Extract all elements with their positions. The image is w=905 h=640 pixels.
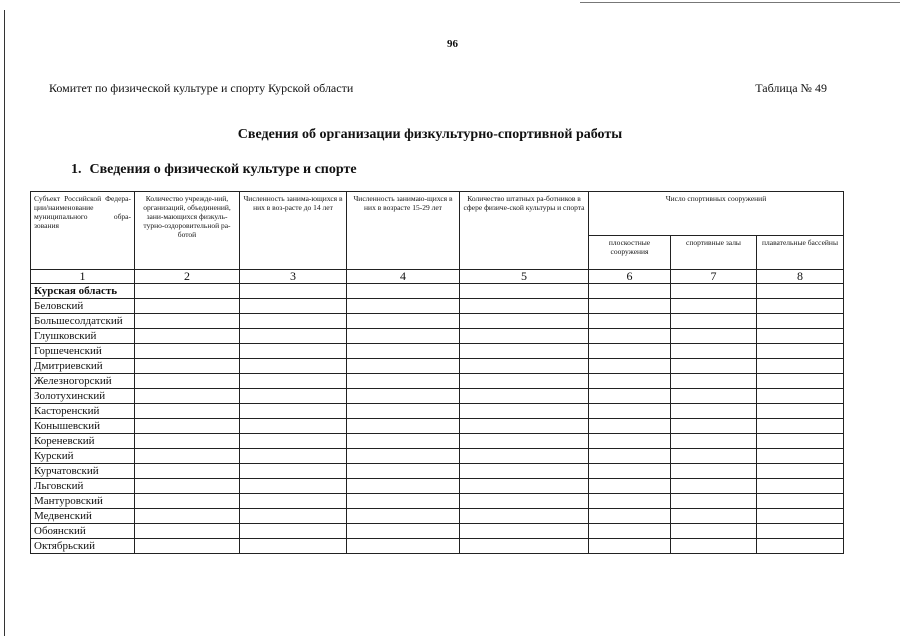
table-cell <box>347 359 460 374</box>
municipality-name: Дмитриевский <box>31 359 135 374</box>
table-row <box>31 314 844 329</box>
table-cell <box>347 374 460 389</box>
table-cell <box>135 329 240 344</box>
table-row <box>31 404 844 419</box>
table-cell <box>589 539 671 554</box>
table-cell <box>135 359 240 374</box>
document-title: Сведения об организации физкультурно-спортивной работы <box>237 127 623 142</box>
table-cell <box>135 344 240 359</box>
table-cell <box>240 464 347 479</box>
table-cell <box>240 359 347 374</box>
table-cell <box>347 449 460 464</box>
table-cell <box>460 284 589 299</box>
table-cell <box>240 449 347 464</box>
table-row <box>31 464 844 479</box>
municipality-name: Золотухинский <box>31 389 135 404</box>
column-number: 8 <box>757 270 844 284</box>
table-cell <box>347 314 460 329</box>
header-staff-count: Количество штатных ра-ботников в сфере физиче-ской культуры и спорта <box>460 192 589 270</box>
table-cell <box>460 434 589 449</box>
table-cell <box>589 344 671 359</box>
table-cell <box>671 359 757 374</box>
municipality-name: Октябрьский <box>31 539 135 554</box>
header-swimming-pools: плавательные бассейны <box>757 236 844 270</box>
table-cell <box>757 389 844 404</box>
municipality-name: Железногорский <box>31 374 135 389</box>
table-row <box>31 299 844 314</box>
municipality-name: Курский <box>31 449 135 464</box>
header-participants-under-14: Численность занима-ющихся в них в воз-расте до 14 лет <box>240 192 347 270</box>
column-number: 6 <box>589 270 671 284</box>
table-cell <box>460 404 589 419</box>
table-cell <box>460 494 589 509</box>
table-cell <box>135 374 240 389</box>
column-number: 4 <box>347 270 460 284</box>
table-cell <box>671 374 757 389</box>
table-cell <box>757 359 844 374</box>
table-cell <box>347 509 460 524</box>
column-number: 7 <box>671 270 757 284</box>
table-cell <box>671 494 757 509</box>
table-cell <box>757 464 844 479</box>
table-cell <box>240 329 347 344</box>
table-cell <box>757 284 844 299</box>
table-cell <box>671 434 757 449</box>
table-number: Таблица № 49 <box>755 81 827 95</box>
table-cell <box>671 419 757 434</box>
table-cell <box>671 284 757 299</box>
table-cell <box>757 524 844 539</box>
table-cell <box>460 344 589 359</box>
table-row <box>31 434 844 449</box>
municipality-name: Горшеченский <box>31 344 135 359</box>
table-cell <box>589 374 671 389</box>
table-cell <box>757 374 844 389</box>
table-cell <box>460 359 589 374</box>
table-cell <box>757 434 844 449</box>
table-cell <box>757 419 844 434</box>
table-cell <box>460 539 589 554</box>
table-cell <box>347 284 460 299</box>
table-cell <box>671 389 757 404</box>
section-heading <box>71 162 357 178</box>
table-cell <box>135 509 240 524</box>
table-row <box>31 284 844 299</box>
table-cell <box>240 539 347 554</box>
municipality-name: Медвенский <box>31 509 135 524</box>
table-cell <box>671 464 757 479</box>
table-row <box>31 344 844 359</box>
municipality-name: Беловский <box>31 299 135 314</box>
table-cell <box>347 329 460 344</box>
table-cell <box>347 479 460 494</box>
table-cell <box>135 389 240 404</box>
page-number: 96 <box>447 38 458 50</box>
table-cell <box>135 404 240 419</box>
municipality-name: Льговский <box>31 479 135 494</box>
table-row <box>31 524 844 539</box>
table-cell <box>460 464 589 479</box>
table-cell <box>589 449 671 464</box>
header-flat-facilities: плоскостные сооружения <box>589 236 671 270</box>
table-row <box>31 329 844 344</box>
section-number: 1. <box>71 162 82 177</box>
table-cell <box>589 479 671 494</box>
table-cell <box>347 434 460 449</box>
table-cell <box>589 509 671 524</box>
table-cell <box>671 449 757 464</box>
table-cell <box>589 299 671 314</box>
table-cell <box>589 359 671 374</box>
municipality-name: Курская область <box>31 284 135 299</box>
table-row <box>31 389 844 404</box>
table-row <box>31 419 844 434</box>
table-cell <box>589 464 671 479</box>
table-cell <box>240 494 347 509</box>
table-cell <box>240 479 347 494</box>
table-cell <box>135 524 240 539</box>
table-cell <box>240 419 347 434</box>
table-cell <box>757 344 844 359</box>
table-cell <box>347 419 460 434</box>
table-cell <box>240 509 347 524</box>
table-cell <box>135 434 240 449</box>
municipality-name: Обоянский <box>31 524 135 539</box>
table-cell <box>589 524 671 539</box>
table-cell <box>757 329 844 344</box>
section-title: Сведения о физической культуре и спорте <box>89 162 357 177</box>
municipality-name: Конышевский <box>31 419 135 434</box>
table-cell <box>135 539 240 554</box>
table-cell <box>347 299 460 314</box>
table-cell <box>460 389 589 404</box>
table-cell <box>460 509 589 524</box>
table-row <box>31 539 844 554</box>
table-cell <box>347 389 460 404</box>
table-cell <box>671 299 757 314</box>
table-cell <box>347 539 460 554</box>
header-organizations-count: Количество учрежде-ний, организаций, объединений, зани-мающихся физкуль-турно-оздоровительной ра-ботой <box>135 192 240 270</box>
municipality-name: Касторенский <box>31 404 135 419</box>
table-cell <box>135 464 240 479</box>
table-cell <box>347 344 460 359</box>
table-cell <box>671 509 757 524</box>
table-cell <box>589 284 671 299</box>
table-cell <box>757 314 844 329</box>
header-subject: Субъект Российской Федера-ции/наименование муниципального обра-зования <box>31 192 135 270</box>
table-cell <box>671 479 757 494</box>
table-cell <box>460 374 589 389</box>
table-cell <box>460 479 589 494</box>
table-row <box>31 374 844 389</box>
table-cell <box>135 299 240 314</box>
sports-facilities-table <box>30 191 844 554</box>
table-cell <box>757 299 844 314</box>
table-cell <box>460 419 589 434</box>
table-cell <box>460 314 589 329</box>
table-cell <box>240 524 347 539</box>
table-cell <box>589 389 671 404</box>
header-sports-facilities: Число спортивных сооружений <box>589 192 844 236</box>
table-cell <box>240 284 347 299</box>
table-cell <box>757 509 844 524</box>
column-number: 2 <box>135 270 240 284</box>
table-cell <box>757 494 844 509</box>
column-number: 5 <box>460 270 589 284</box>
table-cell <box>347 404 460 419</box>
table-cell <box>757 449 844 464</box>
table-cell <box>240 389 347 404</box>
table-row <box>31 479 844 494</box>
table-cell <box>589 314 671 329</box>
table-cell <box>589 329 671 344</box>
column-number-row <box>31 270 844 284</box>
table-cell <box>135 494 240 509</box>
table-cell <box>347 494 460 509</box>
table-cell <box>671 344 757 359</box>
table-cell <box>240 314 347 329</box>
table-cell <box>757 479 844 494</box>
column-number: 3 <box>240 270 347 284</box>
table-cell <box>135 284 240 299</box>
table-cell <box>757 404 844 419</box>
table-cell <box>671 329 757 344</box>
table-cell <box>240 404 347 419</box>
table-cell <box>135 479 240 494</box>
column-number: 1 <box>31 270 135 284</box>
table-cell <box>135 419 240 434</box>
table-cell <box>240 434 347 449</box>
table-cell <box>240 374 347 389</box>
table-cell <box>671 539 757 554</box>
table-row <box>31 359 844 374</box>
table-cell <box>135 314 240 329</box>
table-cell <box>589 494 671 509</box>
page-top-line <box>580 2 900 3</box>
table-cell <box>671 524 757 539</box>
table-cell <box>589 419 671 434</box>
committee-name: Комитет по физической культуре и спорту Курской области <box>49 81 354 95</box>
table-row <box>31 494 844 509</box>
table-cell <box>460 299 589 314</box>
municipality-name: Большесолдатский <box>31 314 135 329</box>
table-cell <box>460 329 589 344</box>
municipality-name: Курчатовский <box>31 464 135 479</box>
page-left-border <box>4 10 5 636</box>
table-cell <box>240 344 347 359</box>
table-row <box>31 449 844 464</box>
table-cell <box>671 404 757 419</box>
table-cell <box>589 404 671 419</box>
table-cell <box>757 539 844 554</box>
table-row <box>31 509 844 524</box>
municipality-name: Глушковский <box>31 329 135 344</box>
table-cell <box>347 464 460 479</box>
table-cell <box>589 434 671 449</box>
table-cell <box>460 449 589 464</box>
municipality-name: Мантуровский <box>31 494 135 509</box>
header-participants-15-29: Численность занимаю-щихся в них в возрасте 15-29 лет <box>347 192 460 270</box>
table-cell <box>460 524 589 539</box>
table-cell <box>240 299 347 314</box>
table-cell <box>347 524 460 539</box>
table-cell <box>135 449 240 464</box>
municipality-name: Кореневский <box>31 434 135 449</box>
table-cell <box>671 314 757 329</box>
header-sports-halls: спортивные залы <box>671 236 757 270</box>
